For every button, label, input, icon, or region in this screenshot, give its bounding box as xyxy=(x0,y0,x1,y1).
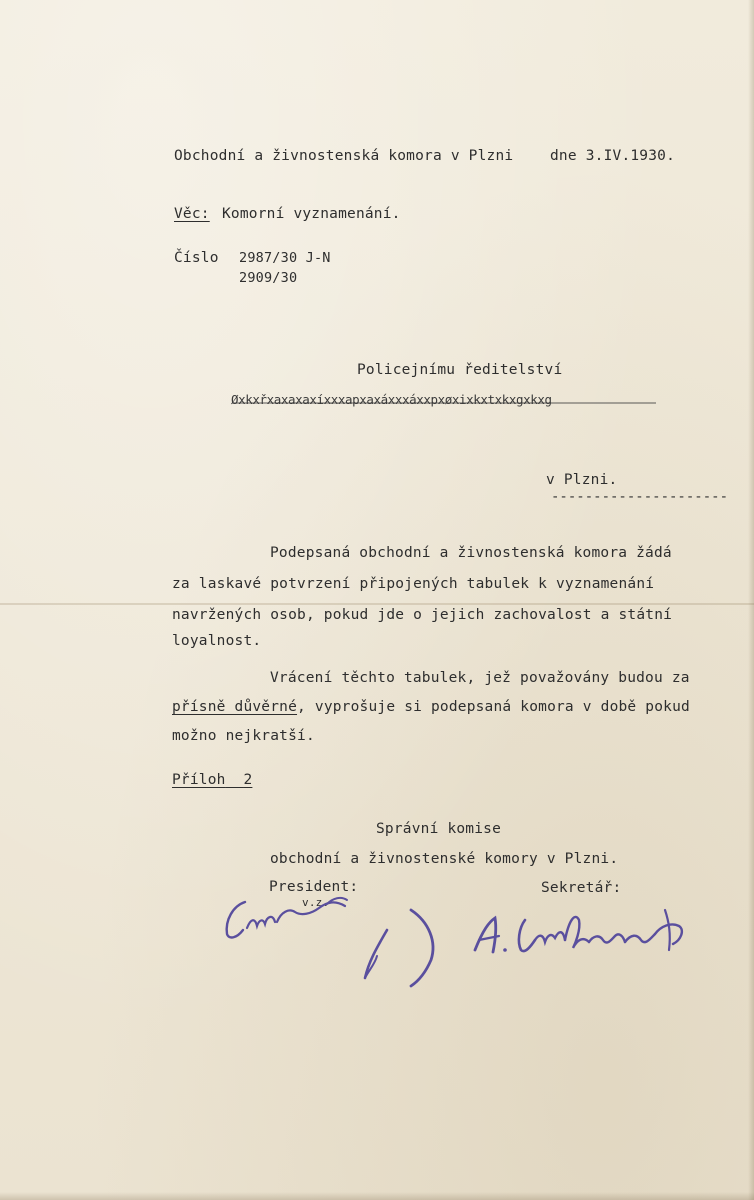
president-label: President: xyxy=(269,879,359,895)
secretary-signature xyxy=(465,900,705,970)
confidential-phrase: přísně důvěrné xyxy=(172,699,298,715)
city-underline: --------------------- xyxy=(551,489,729,505)
signature-title: Správní komise xyxy=(376,821,502,837)
attachments-line xyxy=(172,772,252,788)
body-line-6-rest: , vyprošuje si podepsaná komora v době pokud xyxy=(297,699,690,715)
paper-edge-bottom xyxy=(0,1192,754,1200)
addressee-city: v Plzni. xyxy=(546,472,618,488)
body-line-6 xyxy=(172,699,690,715)
attachments-count: 2 xyxy=(243,772,253,788)
paper-edge xyxy=(748,0,754,1200)
body-line-2: za laskavé potvrzení připojených tabulek k vyznamenání xyxy=(172,576,655,592)
paper-fold xyxy=(0,603,754,605)
subject-text: Komorní vyznamenání. xyxy=(222,206,401,222)
president-signature xyxy=(215,890,465,990)
subject-label: Věc: xyxy=(174,206,210,222)
signature-org: obchodní a živnostenské komory v Plzni. xyxy=(270,851,619,867)
body-line-7: možno nejkratší. xyxy=(172,728,315,744)
strike-overlay xyxy=(230,396,660,410)
struck-out-line: Øxkxřxaxaxaxíxxxapxaxáxxxáxxpxøxixkxtxkxgxkxg xyxy=(231,392,552,407)
vz-label: v.z. xyxy=(302,896,330,909)
secretary-label: Sekretář: xyxy=(541,880,622,896)
attachments-label: Příloh xyxy=(172,772,226,788)
addressee-name: Policejnímu ředitelství xyxy=(357,362,563,378)
body-line-4: loyalnost. xyxy=(172,633,262,649)
sender-line: Obchodní a živnostenská komora v Plzni xyxy=(174,148,514,164)
reference-number-2: 2909/30 xyxy=(239,270,298,286)
body-line-1: Podepsaná obchodní a živnostenská komora žádá xyxy=(270,545,672,561)
letter-date: dne 3.IV.1930. xyxy=(550,148,676,164)
body-line-3: navržených osob, pokud jde o jejich zachovalost a státní xyxy=(172,607,673,623)
body-line-5: Vrácení těchto tabulek, jež považovány budou za xyxy=(270,670,690,686)
reference-number-1: 2987/30 J-N xyxy=(239,250,331,266)
number-label: Číslo xyxy=(174,250,219,266)
